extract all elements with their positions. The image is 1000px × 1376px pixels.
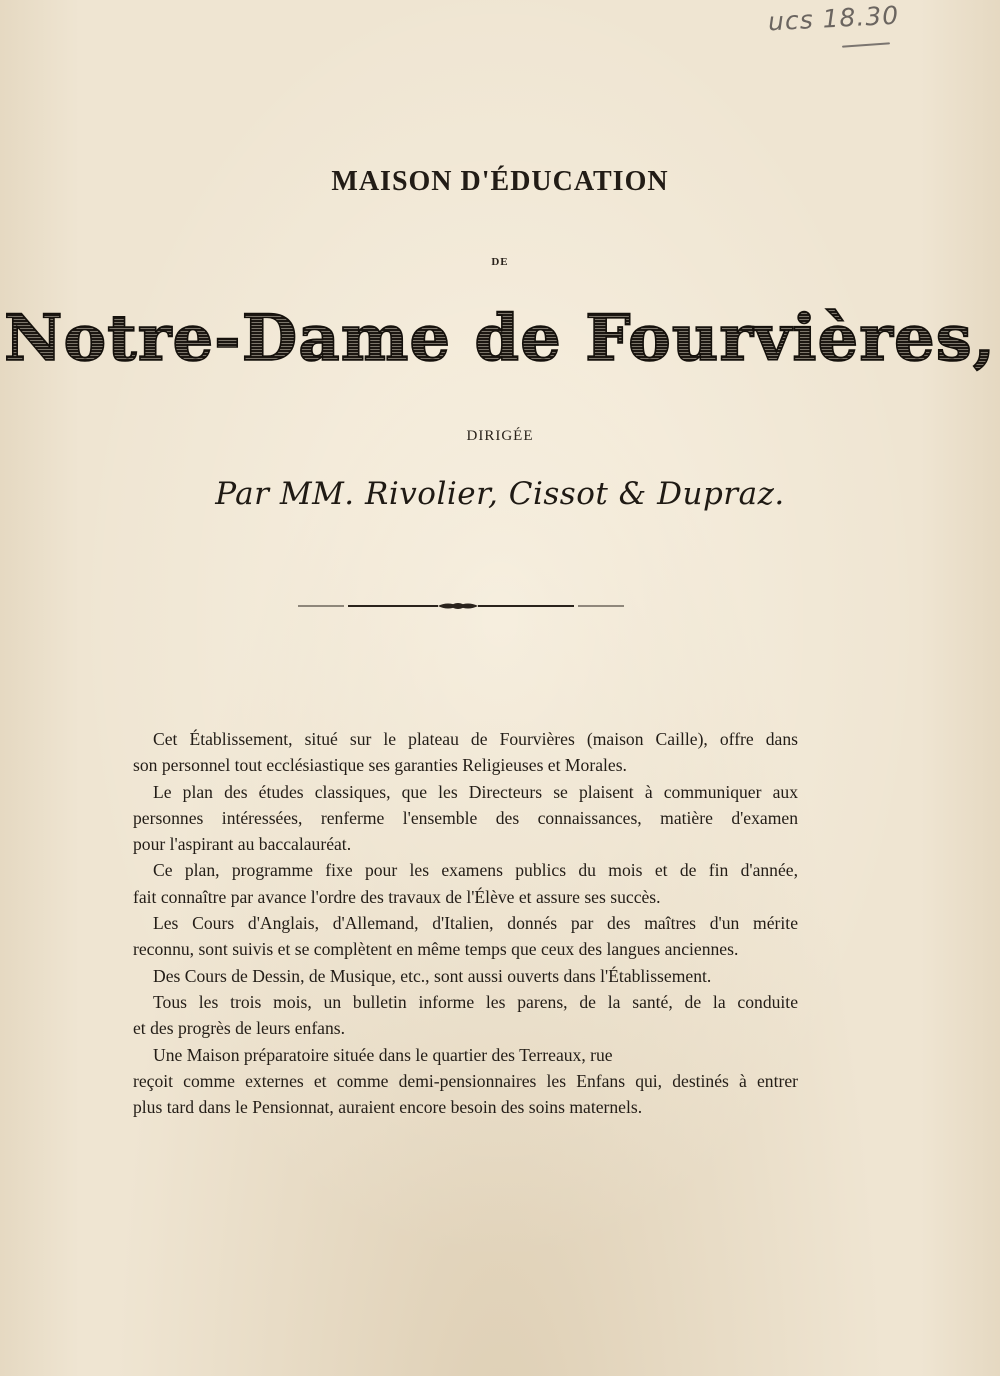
institution-name-graphic — [3, 298, 997, 382]
body-line: Cet Établissement, situé sur le plateau de Fourvières (maison Caille), offre dans — [153, 729, 798, 749]
body-line: personnes intéressées, renferme l'ensemble des connaissances, matière d'examen — [133, 807, 798, 828]
body-line: Le plan des études classiques, que les Directeurs se plaisent à communiquer aux — [153, 781, 798, 802]
body-line: reconnu, sont suivis et se complètent en même temps que ceux des langues anciennes. — [133, 939, 739, 960]
body-line: Les Cours d'Anglais, d'Allemand, d'Italien, donnés par des maîtres d'un mérite — [153, 913, 798, 934]
paragraph-5 — [133, 963, 798, 989]
body-line: reçoit comme externes et comme demi-pensionnaires les Enfans qui, destinés à entrer — [133, 1070, 798, 1091]
directed-by-label: DIRIGÉE — [466, 428, 534, 444]
paragraph-2 — [133, 779, 798, 858]
paragraph-7 — [133, 1042, 798, 1121]
header-title: MAISON D'ÉDUCATION — [331, 166, 669, 197]
body-line: Ce plan, programme fixe pour les examens publics du mois et de fin d'année, — [153, 860, 798, 881]
paragraph-3 — [133, 857, 798, 910]
paragraph-1 — [133, 726, 798, 779]
body-line: fait connaître par avance l'ordre des travaux de l'Élève et assure ses succès. — [133, 886, 661, 907]
ornamental-rule — [298, 598, 624, 614]
body-line: Une Maison préparatoire située dans le quartier des Terreaux, rue — [153, 1044, 613, 1065]
body-line: plus tard dans le Pensionnat, auraient encore besoin des soins maternels. — [133, 1097, 643, 1118]
paragraph-6 — [133, 989, 798, 1042]
body-line: pour l'aspirant au baccalauréat. — [133, 834, 352, 855]
header-connector: DE — [491, 256, 509, 268]
body-text — [133, 726, 798, 1120]
handwritten-underline — [842, 42, 890, 47]
institution-name — [0, 298, 1000, 382]
directors-line: Par MM. Rivolier, Cissot & Dupraz. — [215, 476, 785, 512]
body-line: Tous les trois mois, un bulletin informe les parens, de la santé, de la conduite — [153, 991, 798, 1012]
handwritten-note: ucs 18.30 — [767, 0, 900, 37]
body-line: Des Cours de Dessin, de Musique, etc., sont aussi ouverts dans l'Établissement. — [153, 965, 712, 986]
paragraph-4 — [133, 910, 798, 963]
body-line: son personnel tout ecclésiastique ses garanties Religieuses et Morales. — [133, 755, 627, 776]
institution-name-text: Notre-Dame de Fourvières, — [3, 301, 997, 376]
body-line: et des progrès de leurs enfans. — [133, 1018, 346, 1039]
